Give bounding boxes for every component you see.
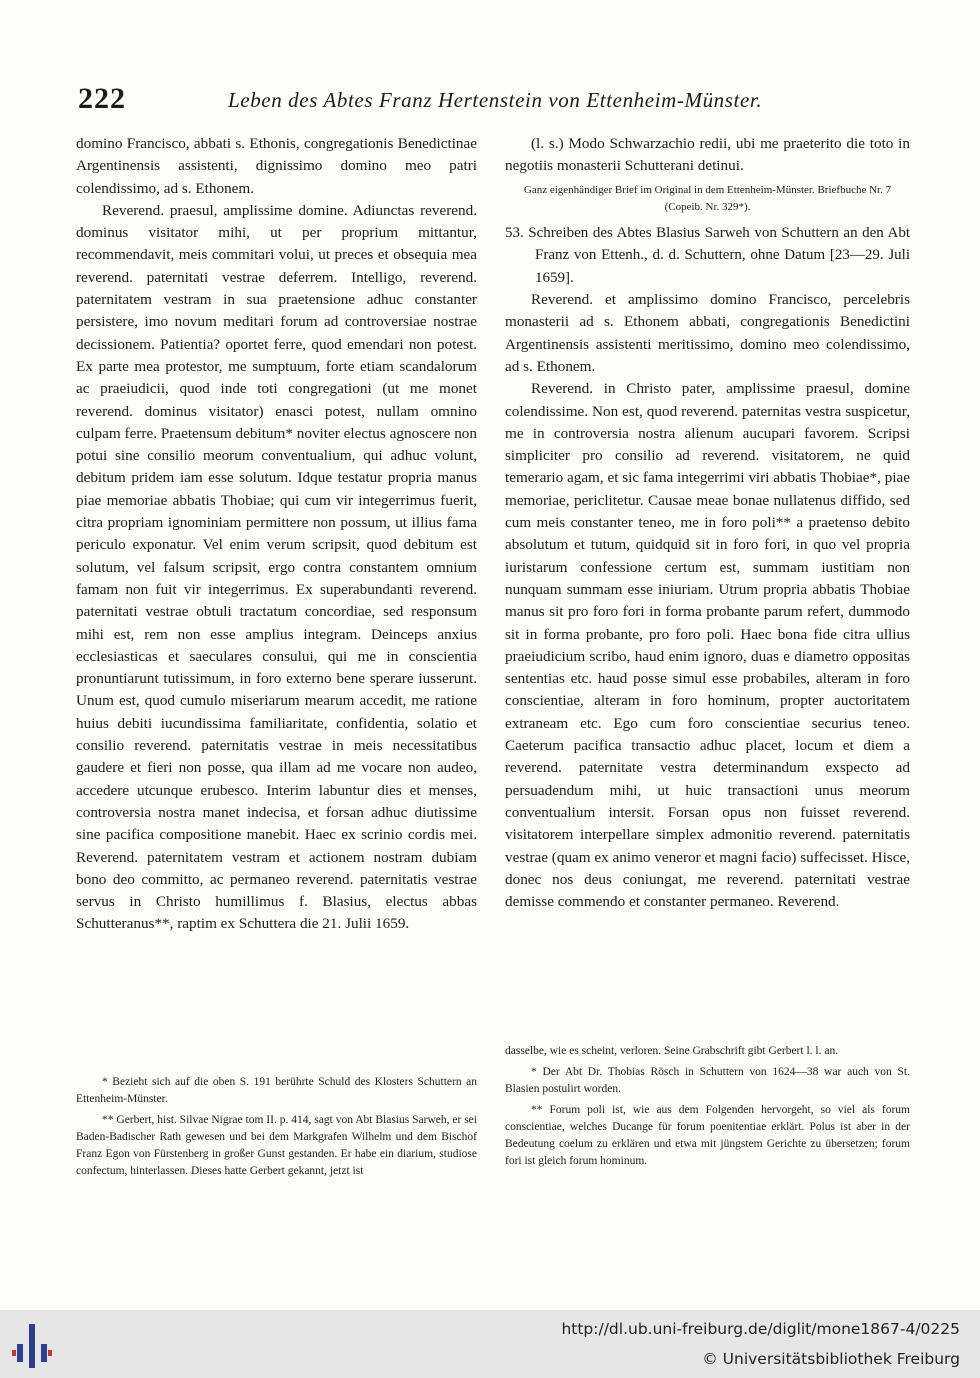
- footnotes-left: [76, 1074, 477, 1184]
- footnote: ** Gerbert, hist. Silvae Nigrae tom II. p. 414, sagt von Abt Blasius Sarweh, er sei Baden-Badischer Rath gewesen und bei dem Markgrafen Wilhelm und dem Bischof Franz Egon von Fürstenberg in großer Gunst gestanden. Er habe ein diarium, studiose confectum, hinterlassen. Dieses hatte Gerbert gekannt, jetzt ist: [76, 1114, 477, 1177]
- source-note: Ganz eigenhändiger Brief im Original in dem Ettenheim-Münster. Briefbuche Nr. 7 (Copeib. Nr. 329*).: [523, 183, 892, 213]
- footnote-continuation: dasselbe, wie es scheint, verloren. Seine Grabschrift gibt Gerbert l. l. an.: [505, 1045, 839, 1057]
- footnote: * Bezieht sich auf die oben S. 191 berührte Schuld des Klosters Schuttern an Ettenheim-Münster.: [76, 1076, 477, 1105]
- page-header: [78, 82, 910, 122]
- right-paragraph-letter: Reverend. in Christo pater, amplissime praesul, domine colendissime. Non est, quod reverend. paternitas vestra suspicetur, me in controversia nostra alienum aucupari favorem. Scripsi simpliciter pro consilio ad reverend. visitatorem, ne quid temerario agam, et sic fama integerrimi viri abbatis Thobiae*, piae memoriae, periclitetur. Causae meae bonae nullatenus diffido, sed cum meis constanter teneo, me in foro poli** a praetenso debito absolutum et tutum, quidquid sit in foro fori, in quo vel propria iuristarum confessione certum est, summam iustitiam non nunquam summam esse iniuriam. Utrum propria abbatis Thobiae manus sit pro foro fori in forma probante parum refert, dummodo sit in forma probante, pro foro poli. Haec bona fide citra ullius praeiudicium scribo, haud enim ignoro, duas e diametro oppositas sententias etc. haud posse simul esse probabiles, alteram in foro conscientiae, alteram in foro hominum, propter auctoritatem extraneam etc. Ego cum foro conscientiae securius teneo. Caeterum pacifica transactio adhuc placet, locum et diem a reverend. paternitate vestra determinandum exspecto ad persuadendum mihi, ut huic transactioni unus meorum conventualium intersit. Forsan opus non fuisset reverend. visitatorem interpellare simplex admonitio reverend. paternitatis vestrae (quam ex animo veneror et magni facio) suffecisset. Hisce, donec nos deus coniungat, me reverend. paternitati vestrae demisse commendo et constanter permaneo. Reverend.: [505, 380, 910, 911]
- viewer-footer: [0, 1310, 980, 1378]
- copyright-notice: © Universitätsbibliothek Freiburg: [702, 1350, 960, 1368]
- footnotes-right: [505, 1043, 910, 1174]
- ub-freiburg-logo-icon: [12, 1324, 52, 1368]
- right-paragraph-address: Reverend. et amplissimo domino Francisco, percelebris monasterii ad s. Ethonem abbati, congregationis Benedictini Argentinensis assistenti meritissimo, domino meo colendissimo, ad s. Ethonem.: [505, 291, 910, 375]
- page-number: 222: [78, 82, 126, 115]
- left-column: [76, 133, 477, 936]
- left-paragraph-address: domino Francisco, abbati s. Ethonis, congregationis Benedictinae Argentinensis assistenti, dignissimo domino meo patri colendissimo, ad s. Ethonem.: [76, 135, 477, 197]
- right-paragraph-postscript: (l. s.) Modo Schwarzachio redii, ubi me praeterito die toto in negotiis monasterii Schutterani detinui.: [505, 135, 910, 175]
- right-column: [505, 133, 910, 913]
- document-heading-53: 53. Schreiben des Abtes Blasius Sarweh von Schuttern an den Abt Franz von Ettenh., d. d. Schuttern, ohne Datum [23—29. Juli 1659].: [505, 224, 910, 286]
- footnote: ** Forum poli ist, wie aus dem Folgenden hervorgeht, so viel als forum conscientiae, welches Ducange für forum poenitentiae erklärt. Polus ist aber in der Bedeutung coelum zu erklären und etwa mit jüngstem Gerichte zu übersetzen; forum fori ist gleich forum hominum.: [505, 1104, 910, 1167]
- running-title: Leben des Abtes Franz Hertenstein von Ettenheim-Münster.: [228, 88, 763, 112]
- left-paragraph-letter: Reverend. praesul, amplissime domine. Adiunctas reverend. dominus visitator mihi, ut per proprium mittantur, recommendavit, meis commitari volui, ut preces et obsequia mea reverend. paternitati vestrae deferrem. Intelligo, reverend. paternitatem vestram in sua praetensione adhuc constanter persistere, imo novum meditari forum ad controversiae nostrae decissionem. Patientia? oportet ferre, quod emendari non potest. Ex parte mea protestor, me sumptuum, forte etiam scandalorum ac praeiudicii, quod inde toti congregationi (ut me monet reverend. dominus visitator) enasci potest, nullam omnino culpam ferre. Praetensum debitum* noviter electus agnoscere non potui sine consilio meorum conventualium, qui adhuc volunt, debitum pridem iam esse solutum. Idque testatur propria manus piae memoriae abbatis Thobiae; qui cum vir integerrimus fuerit, citra propriam ignominiam permittere non possum, ut illius fama periculo exponatur. Vel enim verum scripsit, quod debitum est solutum, vel falsum scripsit, ergo contra constantem omnium famam non fuit vir integerrimus. Ex superabundanti reverend. paternitati vestrae obtuli tractatum concordiae, sed responsum mihi est, rem non esse amplius integram. Deinceps anxius ecclesiasticas et saeculares consului, qui me in conscientia pronuntiarunt tutissimum, in foro externo bene sperare iusserunt. Unum est, quod cumulo miseriarum mearum accedit, me ratione huius debiti iucundissima familiaritate, confidentia, solatio et consilio reverend. paternitatis vestrae in meis necessitatibus gaudere et fieri non posse, qua illam ad me vocare non audeo, accedere utcunque erubesco. Interim labuntur dies et menses, controversia nostra manet indecisa, et forsan adhuc diutissime sine pacifica compositione manebit. Haec ex scrinio cordis mei. Reverend. paternitatem vestram et actionem nostram dubiam bono deo committo, ac permaneo reverend. paternitatis vestrae servus in Christo humillimus f. Blasius, electus abbas Schutteranus**, raptim ex Schuttera die 21. Julii 1659.: [76, 201, 477, 933]
- footnote: * Der Abt Dr. Thobias Rösch in Schuttern von 1624—38 war auch von St. Blasien postulirt worden.: [505, 1066, 910, 1095]
- permalink-url[interactable]: http://dl.ub.uni-freiburg.de/diglit/mone1867-4/0225: [561, 1320, 960, 1338]
